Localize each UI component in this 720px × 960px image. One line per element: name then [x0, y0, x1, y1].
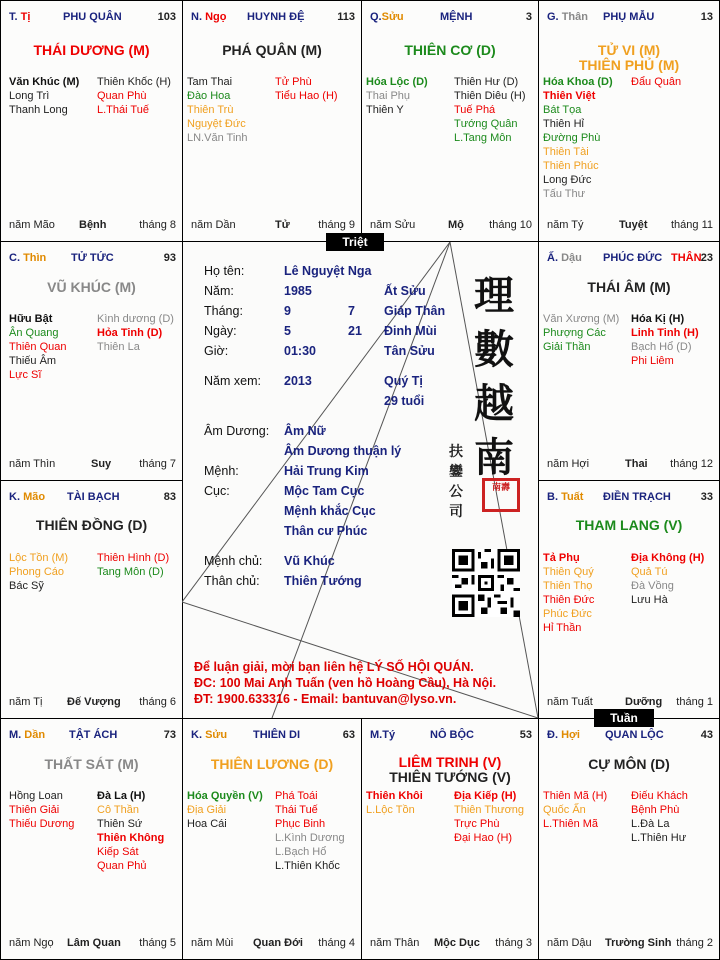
text: THÂN — [671, 252, 702, 264]
footer-stage: Tuyệt — [619, 219, 648, 231]
heavenly-stem: Q. — [370, 11, 382, 23]
minor-star: Quả Tú — [631, 566, 668, 578]
footer-month: tháng 11 — [670, 219, 713, 231]
palace-footer — [547, 458, 713, 472]
minor-star: Kình dương (D) — [97, 313, 174, 325]
star-column — [97, 75, 171, 117]
minor-star: Thiếu Âm — [9, 355, 57, 367]
star-column — [366, 789, 423, 817]
star-column — [631, 551, 704, 607]
minor-star: Hỉ Thần — [543, 622, 582, 634]
footer-year: năm Sửu — [370, 219, 416, 231]
earthly-branch: Hợi — [561, 729, 580, 741]
palace-number: 53 — [519, 729, 532, 741]
main-star: PHÁ QUÂN (M) — [222, 42, 322, 58]
palace-number: 63 — [342, 729, 355, 741]
star-column — [631, 312, 699, 368]
star-column — [275, 75, 338, 103]
minor-star: Giải Thần — [543, 341, 591, 353]
palace-footer — [547, 696, 713, 710]
info-value: Giáp Thân — [384, 304, 446, 318]
palace-menh — [361, 0, 539, 242]
minor-star: Văn Khúc (M) — [9, 76, 80, 88]
palace-name: HUYNH ĐỆ — [247, 11, 305, 23]
heavenly-stem: K. — [191, 729, 202, 741]
minor-star: Thiên Trù — [187, 104, 234, 116]
footer-month: tháng 7 — [139, 458, 176, 470]
main-star: THIÊN ĐỒNG (D) — [35, 517, 148, 533]
earthly-branch: Mão — [23, 491, 46, 503]
earthly-branch: Tuất — [561, 491, 584, 503]
footer-month: tháng 2 — [676, 937, 713, 949]
minor-star: Đà La (H) — [97, 790, 146, 802]
minor-star: Linh Tinh (H) — [631, 327, 699, 339]
footer-stage: Đế Vượng — [67, 696, 121, 708]
minor-star: Long Trì — [9, 90, 50, 102]
palace-number: 103 — [157, 11, 176, 23]
palace-name: ĐIỀN TRẠCH — [603, 491, 671, 503]
minor-star: Tiểu Hao (H) — [275, 90, 338, 102]
star-column — [97, 551, 169, 579]
minor-star: Phục Binh — [275, 818, 326, 830]
minor-star: Thiên Mã (H) — [543, 790, 608, 802]
palace-header — [370, 11, 532, 23]
minor-star: Lộc Tồn (M) — [9, 552, 69, 564]
minor-star: Hóa Khoa (D) — [543, 76, 613, 88]
footer-month: tháng 6 — [139, 696, 176, 708]
palace-tai-bach — [0, 480, 183, 719]
info-label: Ngày: — [204, 324, 237, 338]
heavenly-stem: C. — [9, 252, 20, 264]
contact-line-2: ĐC: 100 Mai Anh Tuấn (ven hồ Hoàng Cầu), Hà Nội. — [194, 676, 497, 690]
minor-star: Thiên Đức — [543, 594, 595, 606]
palace-footer — [191, 937, 355, 951]
info-value: Hải Trung Kim — [284, 464, 369, 478]
info-value: Mệnh khắc Cục — [284, 504, 376, 518]
minor-star: Đại Hao (H) — [454, 832, 513, 844]
minor-star: L.Bạch Hổ — [275, 846, 327, 858]
minor-star: Hóa Quyền (V) — [187, 790, 263, 802]
info-label: Năm: — [204, 284, 234, 298]
minor-star: Quan Phù — [97, 90, 147, 102]
earthly-branch: Tị — [20, 11, 31, 23]
minor-star: Phi Liêm — [631, 355, 674, 367]
info-label: Họ tên: — [204, 264, 245, 278]
footer-year: năm Tuất — [547, 696, 593, 708]
footer-month: tháng 4 — [318, 937, 355, 949]
info-label: Mệnh chủ: — [204, 554, 263, 568]
palace-name: MỆNH — [440, 11, 473, 23]
star-column — [275, 789, 345, 873]
palace-header — [9, 491, 176, 503]
info-label: Thân chủ: — [204, 574, 260, 588]
palace-footer — [370, 219, 532, 233]
minor-star: Bệnh Phù — [631, 804, 680, 816]
minor-star: Tam Thai — [187, 76, 233, 88]
star-column — [631, 789, 688, 845]
footer-month: tháng 10 — [489, 219, 532, 231]
footer-month: tháng 8 — [139, 219, 176, 231]
minor-star: Thiên Quan — [9, 341, 67, 353]
minor-star: L.Đà La — [631, 818, 670, 830]
minor-star: LN.Văn Tinh — [187, 132, 248, 144]
contact-line-3: ĐT: 1900.633316 - Email: bantuvan@lyso.vn. — [194, 692, 457, 706]
minor-star: Đường Phù — [543, 132, 601, 144]
info-label: Giờ: — [204, 344, 229, 358]
minor-star: Thiên Sứ — [97, 818, 143, 830]
footer-year: năm Dần — [191, 219, 236, 231]
palace-name: PHỤ MẪU — [603, 11, 655, 23]
footer-month: tháng 3 — [495, 937, 532, 949]
heavenly-stem: Ấ. — [547, 252, 558, 264]
info-value: 21 — [348, 324, 362, 338]
palace-name: THIÊN DI — [253, 729, 301, 741]
main-star-2: THIÊN PHỦ (M) — [578, 57, 680, 73]
minor-star: Quốc Ấn — [543, 804, 586, 816]
calligraphy-3: 越 — [474, 380, 514, 427]
palace-name: PHU QUÂN — [63, 11, 122, 23]
palace-footer — [547, 937, 713, 951]
minor-star: Đà Vồng — [631, 580, 674, 592]
info-value: Vũ Khúc — [284, 554, 335, 568]
footer-year: năm Tý — [547, 219, 584, 231]
footer-stage: Trường Sinh — [605, 937, 672, 949]
star-column — [543, 551, 594, 635]
minor-star: Cô Thần — [97, 804, 139, 816]
info-value: Thân cư Phúc — [284, 524, 368, 538]
star-column — [97, 312, 174, 354]
palace-header — [9, 11, 176, 23]
star-column — [9, 551, 68, 593]
palace-header — [9, 729, 176, 741]
footer-stage: Lâm Quan — [67, 937, 121, 949]
palace-number: 83 — [163, 491, 176, 503]
minor-star: Hoa Cái — [187, 818, 227, 830]
footer-month: tháng 12 — [670, 458, 713, 470]
footer-month: tháng 9 — [318, 219, 355, 231]
star-column — [9, 312, 66, 382]
red-seal: 南壽 — [482, 478, 520, 512]
footer-stage: Tử — [275, 219, 290, 231]
star-column — [187, 75, 248, 145]
palace-number: 23 — [700, 252, 713, 264]
info-value: Ất Sửu — [384, 284, 426, 298]
palace-footer — [547, 219, 713, 233]
minor-star: Hồng Loan — [9, 790, 63, 802]
info-value: 01:30 — [284, 344, 316, 358]
minor-star: Thiên Y — [366, 104, 404, 116]
heavenly-stem: B. — [547, 491, 558, 503]
palace-number: 113 — [337, 11, 355, 23]
side-text: 扶 鑾 公 司 — [449, 444, 463, 520]
main-star: THẤT SÁT (M) — [44, 756, 139, 772]
info-value: 5 — [284, 324, 291, 338]
main-star: TỬ VI (M) — [597, 42, 661, 58]
earthly-branch: Ngọ — [205, 11, 227, 23]
minor-star: Thiên Tài — [543, 146, 589, 158]
minor-star: Điếu Khách — [631, 790, 688, 802]
palace-dien-trach — [538, 480, 720, 719]
palace-name: PHÚC ĐỨC — [603, 252, 663, 264]
footer-stage: Mộc Dục — [434, 937, 480, 949]
calligraphy-2: 數 — [474, 326, 514, 373]
palace-number: 73 — [163, 729, 176, 741]
footer-year: năm Mùi — [191, 937, 234, 949]
info-value: Âm Nữ — [284, 424, 326, 438]
minor-star: Thiếu Dương — [9, 818, 75, 830]
palace-name: QUAN LỘC — [605, 729, 664, 741]
main-star: THIÊN CƠ (D) — [404, 42, 496, 58]
palace-name: NÔ BỘC — [430, 729, 474, 741]
earthly-branch: Sửu — [205, 729, 228, 741]
minor-star: Hỏa Tinh (D) — [97, 327, 163, 339]
minor-star: Thiên Khốc (H) — [97, 76, 171, 88]
qr-code[interactable] — [452, 549, 520, 617]
palace-phu-quan — [0, 0, 183, 242]
minor-star: Văn Xương (M) — [543, 313, 620, 325]
minor-star: Thiên Việt — [543, 90, 596, 102]
palace-phu-mau — [538, 0, 720, 242]
star-column — [97, 789, 164, 873]
minor-star: Bác Sỹ — [9, 580, 44, 592]
footer-stage: Bệnh — [79, 219, 107, 231]
minor-star: Đẩu Quân — [631, 76, 682, 88]
info-value: Tân Sửu — [384, 344, 435, 358]
palace-header — [370, 729, 532, 741]
star-column — [454, 789, 524, 845]
main-star: VŨ KHÚC (M) — [47, 279, 136, 295]
main-star: THÁI ÂM (M) — [587, 279, 671, 295]
minor-star: Thiên Không — [97, 832, 165, 844]
minor-star: L.Tang Môn — [454, 132, 512, 144]
star-column — [543, 75, 613, 201]
footer-year: năm Thân — [370, 937, 420, 949]
minor-star: Quan Phủ — [97, 860, 147, 872]
heavenly-stem: M. — [370, 729, 383, 741]
main-star-2: THIÊN TƯỚNG (V) — [389, 769, 511, 785]
calligraphy-4: 南 — [474, 434, 514, 481]
minor-star: L.Lộc Tồn — [366, 804, 415, 816]
minor-star: Thiên Thọ — [543, 580, 593, 592]
minor-star: Thiên Hình (D) — [97, 552, 170, 564]
star-column — [9, 789, 74, 831]
palace-number: 33 — [700, 491, 713, 503]
minor-star: Thai Phụ — [366, 90, 411, 102]
palace-tat-ach — [0, 718, 183, 960]
info-value: Âm Dương thuận lý — [284, 444, 402, 458]
triet-marker: Triệt — [326, 233, 384, 251]
main-star: THAM LANG (V) — [575, 517, 683, 533]
star-column — [543, 312, 619, 354]
palace-number: 43 — [700, 729, 713, 741]
minor-star: Ân Quang — [9, 327, 59, 339]
heavenly-stem: M. — [9, 729, 22, 741]
info-value: 9 — [284, 304, 291, 318]
info-label: Tháng: — [204, 304, 243, 318]
palace-tu-tuc — [0, 241, 183, 481]
footer-stage: Thai — [625, 458, 648, 470]
main-star: LIÊM TRINH (V) — [398, 754, 502, 770]
minor-star: Phúc Đức — [543, 608, 592, 620]
earthly-branch: Dậu — [561, 252, 582, 264]
minor-star: Đào Hoa — [187, 90, 231, 102]
palace-thien-di — [182, 718, 362, 960]
palace-no-boc — [361, 718, 539, 960]
palace-name: TỬ TỨC — [71, 252, 114, 264]
earthly-branch: Tý — [382, 729, 396, 741]
palace-number: 3 — [525, 11, 532, 23]
footer-year: năm Mão — [9, 219, 55, 231]
info-value: 29 tuổi — [384, 394, 425, 408]
footer-year: năm Ngọ — [9, 937, 54, 949]
palace-footer — [191, 219, 355, 233]
info-value: Mộc Tam Cục — [284, 484, 365, 498]
minor-star: Hữu Bật — [9, 313, 53, 325]
minor-star: Long Đức — [543, 174, 592, 186]
minor-star: Bát Tọa — [543, 104, 582, 116]
footer-year: năm Hợi — [547, 458, 590, 470]
palace-footer — [9, 458, 176, 472]
info-label: Mệnh: — [204, 464, 239, 478]
palace-header — [191, 729, 355, 741]
minor-star: Tử Phù — [275, 76, 312, 88]
main-star: THIÊN LƯƠNG (D) — [210, 756, 334, 772]
footer-year: năm Thìn — [9, 458, 56, 470]
minor-star: Địa Không (H) — [631, 552, 705, 564]
minor-star: Thiên Thương — [454, 804, 525, 816]
minor-star: Tả Phụ — [543, 552, 580, 564]
minor-star: Thiên Giải — [9, 804, 60, 816]
palace-footer — [9, 937, 176, 951]
star-column — [454, 75, 526, 145]
footer-stage: Quan Đới — [253, 937, 303, 949]
minor-star: L.Kình Dương — [275, 832, 345, 844]
palace-footer — [370, 937, 532, 951]
minor-star: L.Thiên Hư — [631, 832, 687, 844]
contact-line-1: Để luận giải, mời bạn liên hệ LÝ SỐ HỘI QUÁN. — [194, 660, 474, 674]
info-label: Âm Dương: — [204, 424, 270, 438]
footer-month: tháng 5 — [139, 937, 176, 949]
minor-star: Tang Môn (D) — [97, 566, 164, 578]
footer-month: tháng 1 — [676, 696, 713, 708]
tuan-marker: Tuần — [594, 709, 654, 727]
palace-header — [547, 729, 713, 741]
palace-header — [547, 252, 713, 264]
footer-stage: Dưỡng — [625, 696, 663, 708]
footer-year: năm Tị — [9, 696, 43, 708]
palace-footer — [9, 219, 176, 233]
palace-footer — [9, 696, 176, 710]
minor-star: L.Thái Tuế — [97, 104, 149, 116]
minor-star: Lực Sĩ — [9, 369, 42, 381]
minor-star: Thiên Diêu (H) — [454, 90, 526, 102]
footer-year: năm Dậu — [547, 937, 592, 949]
earthly-branch: Thân — [561, 11, 588, 23]
info-label: Cục: — [204, 484, 230, 498]
minor-star: Thiên Quý — [543, 566, 594, 578]
minor-star: Trực Phù — [454, 818, 500, 830]
minor-star: Tuế Phá — [454, 104, 496, 116]
palace-number: 93 — [163, 252, 176, 264]
minor-star: L.Thiên Khốc — [275, 860, 340, 872]
palace-header — [191, 11, 355, 23]
minor-star: Tấu Thư — [543, 188, 586, 200]
heavenly-stem: Đ. — [547, 729, 558, 741]
info-value: Thiên Tướng — [284, 574, 362, 588]
palace-huynh-de — [182, 0, 362, 242]
minor-star: Hóa Kị (H) — [631, 313, 685, 325]
minor-star: Địa Kiếp (H) — [454, 790, 517, 802]
palace-phuc-duc — [538, 241, 720, 481]
footer-stage: Mộ — [448, 219, 464, 231]
minor-star: Thiên Hỉ — [543, 118, 584, 130]
footer-stage: Suy — [91, 458, 112, 470]
earthly-branch: Thìn — [23, 252, 47, 264]
minor-star: Thanh Long — [9, 104, 68, 116]
calligraphy-1: 理 — [474, 272, 514, 319]
star-column — [543, 789, 607, 831]
info-label: Năm xem: — [204, 374, 261, 388]
info-value: 7 — [348, 304, 355, 318]
minor-star: Hóa Lộc (D) — [366, 76, 428, 88]
palace-header — [547, 11, 713, 23]
minor-star: L.Thiên Mã — [543, 818, 599, 830]
info-value: Quý Tị — [384, 374, 423, 388]
palace-header — [547, 491, 713, 503]
minor-star: Thiên Phúc — [543, 160, 599, 172]
heavenly-stem: N. — [191, 11, 202, 23]
minor-star: Tướng Quân — [454, 118, 518, 130]
minor-star: Phượng Các — [543, 327, 606, 339]
info-value: Đinh Mùi — [384, 324, 437, 338]
earthly-branch: Sửu — [381, 11, 404, 23]
minor-star: Thiên Hư (D) — [454, 76, 519, 88]
main-star: CỰ MÔN (D) — [588, 756, 670, 772]
info-value: 2013 — [284, 374, 312, 388]
minor-star: Thái Tuế — [275, 804, 318, 816]
star-column — [366, 75, 428, 117]
palace-name: TÀI BẠCH — [67, 491, 120, 503]
heavenly-stem: T. — [9, 11, 18, 23]
minor-star: Phong Cáo — [9, 566, 65, 578]
info-value: Lê Nguyệt Nga — [284, 264, 372, 278]
minor-star: Lưu Hà — [631, 594, 668, 606]
minor-star: Thiên La — [97, 341, 140, 353]
main-star: THÁI DƯƠNG (M) — [33, 42, 150, 58]
minor-star: Địa Giải — [187, 804, 227, 816]
minor-star: Phá Toái — [275, 790, 318, 802]
star-column — [9, 75, 79, 117]
earthly-branch: Dần — [24, 729, 46, 741]
minor-star: Bạch Hổ (D) — [631, 341, 692, 353]
center-info-panel — [182, 242, 538, 718]
minor-star: Nguyệt Đức — [187, 118, 246, 130]
palace-name: TẬT ÁCH — [69, 729, 118, 741]
star-column — [631, 75, 681, 89]
heavenly-stem: K. — [9, 491, 20, 503]
info-value: 1985 — [284, 284, 312, 298]
palace-header — [9, 252, 176, 264]
minor-star: Thiên Khôi — [366, 790, 423, 802]
palace-number: 13 — [700, 11, 713, 23]
palace-quan-loc — [538, 718, 720, 960]
minor-star: Kiếp Sát — [97, 846, 139, 858]
star-column — [187, 789, 263, 831]
heavenly-stem: G. — [547, 11, 559, 23]
